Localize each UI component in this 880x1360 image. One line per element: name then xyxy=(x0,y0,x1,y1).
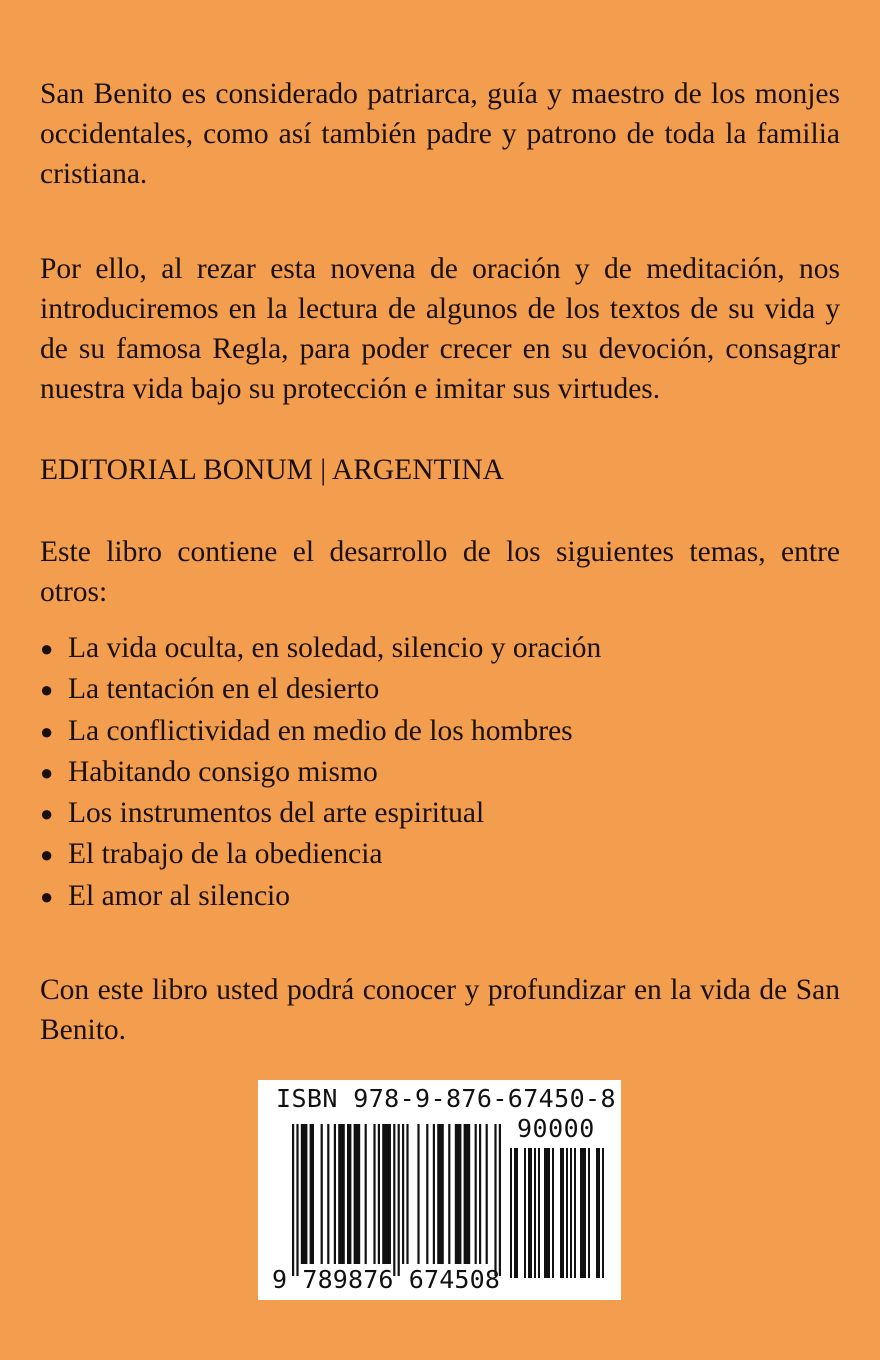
topic-text: La tentación en el desierto xyxy=(68,673,380,706)
bullet-icon: ● xyxy=(40,677,54,703)
topic-item xyxy=(40,711,601,752)
barcode-bar xyxy=(426,1124,428,1264)
isbn-label: ISBN 978-9-876-67450-8 xyxy=(276,1084,616,1113)
barcode-bar xyxy=(338,1124,345,1264)
barcode-bar xyxy=(499,1124,501,1276)
isbn-barcode xyxy=(258,1080,621,1300)
bullet-icon: ● xyxy=(40,883,54,909)
price-code: 90000 xyxy=(517,1114,595,1143)
barcode-bar xyxy=(524,1148,526,1278)
barcode-bar xyxy=(580,1148,586,1278)
barcode-bar xyxy=(602,1148,604,1278)
bullet-icon: ● xyxy=(40,801,54,827)
barcode-bar xyxy=(327,1124,329,1264)
barcode-bar xyxy=(528,1148,532,1278)
barcode-bar xyxy=(566,1148,568,1278)
description-paragraph-1: San Benito es considerado patriarca, guía y maestro de los monjes occidentales, como así también padre y patrono de toda la familia cristiana. xyxy=(40,78,840,190)
barcode-bar xyxy=(544,1148,550,1278)
topic-text: Los instrumentos del arte espiritual xyxy=(68,797,485,830)
barcode-bar xyxy=(365,1124,367,1264)
barcode-bar xyxy=(334,1124,336,1264)
barcode-bar xyxy=(574,1148,576,1278)
ean-digits: 9 789876 674508 xyxy=(272,1265,501,1294)
barcode-bar xyxy=(455,1124,462,1264)
topics-intro: Este libro contiene el desarrollo de los siguientes temas, entre otros: xyxy=(40,536,840,608)
barcode-bar xyxy=(494,1124,496,1276)
topic-item xyxy=(40,752,601,793)
barcode-bar xyxy=(321,1124,323,1264)
barcode-bar xyxy=(437,1124,444,1264)
barcode-bar xyxy=(433,1124,435,1264)
topic-text: Habitando consigo mismo xyxy=(68,755,378,788)
barcode-bar xyxy=(378,1124,380,1264)
topics-list xyxy=(40,628,601,917)
barcode-bar xyxy=(448,1124,450,1264)
topic-text: El trabajo de la obediencia xyxy=(68,838,383,871)
barcode-bar xyxy=(310,1124,314,1264)
bullet-icon: ● xyxy=(40,759,54,785)
barcode-bar xyxy=(347,1124,351,1264)
barcode-bar xyxy=(510,1148,512,1278)
topic-item xyxy=(40,834,601,875)
barcode-bar xyxy=(402,1124,404,1264)
barcode-bar xyxy=(560,1148,564,1278)
barcode-bar xyxy=(479,1124,481,1264)
closing-paragraph: Con este libro usted podrá conocer y profundizar en la vida de San Benito. xyxy=(40,974,840,1046)
barcode-bar xyxy=(382,1124,391,1264)
barcode-bar xyxy=(393,1124,395,1276)
barcode-bar xyxy=(534,1148,536,1278)
barcode-bar xyxy=(417,1124,419,1264)
barcode-bar xyxy=(301,1124,308,1264)
barcode-bar xyxy=(538,1148,540,1278)
barcode-bar xyxy=(406,1124,408,1264)
barcode-bar xyxy=(296,1124,298,1276)
barcode-bar xyxy=(596,1148,600,1278)
topic-text: La vida oculta, en soledad, silencio y oración xyxy=(68,632,602,664)
barcode-bar xyxy=(552,1148,554,1278)
topic-item xyxy=(40,876,601,917)
topic-item xyxy=(40,793,601,834)
barcode-bar xyxy=(354,1124,361,1264)
barcode-bar xyxy=(486,1124,488,1264)
topic-text: La conflictividad en medio de los hombres xyxy=(68,714,573,747)
topic-item xyxy=(40,669,601,710)
bullet-icon: ● xyxy=(40,718,54,744)
barcode-bar xyxy=(464,1124,471,1264)
barcode-bar xyxy=(373,1124,375,1264)
barcode-bar xyxy=(292,1124,294,1276)
barcode-bar xyxy=(475,1124,477,1264)
barcode-bar xyxy=(514,1148,518,1278)
publisher-line: EDITORIAL BONUM | ARGENTINA xyxy=(40,454,504,486)
barcode-bar xyxy=(570,1148,572,1278)
topic-item xyxy=(40,628,601,669)
description-paragraph-2: Por ello, al rezar esta novena de oración y de meditación, nos introduciremos en la lectura de algunos de los textos de su vida y de su famosa Regla, para poder crecer en su devoción, consagrar nuestra vida bajo su protección e imitar sus virtudes. xyxy=(40,253,840,405)
barcode-bar xyxy=(588,1148,590,1278)
barcode-bar xyxy=(398,1124,400,1276)
bullet-icon: ● xyxy=(40,636,54,661)
bullet-icon: ● xyxy=(40,842,54,868)
topic-text: El amor al silencio xyxy=(68,879,290,912)
